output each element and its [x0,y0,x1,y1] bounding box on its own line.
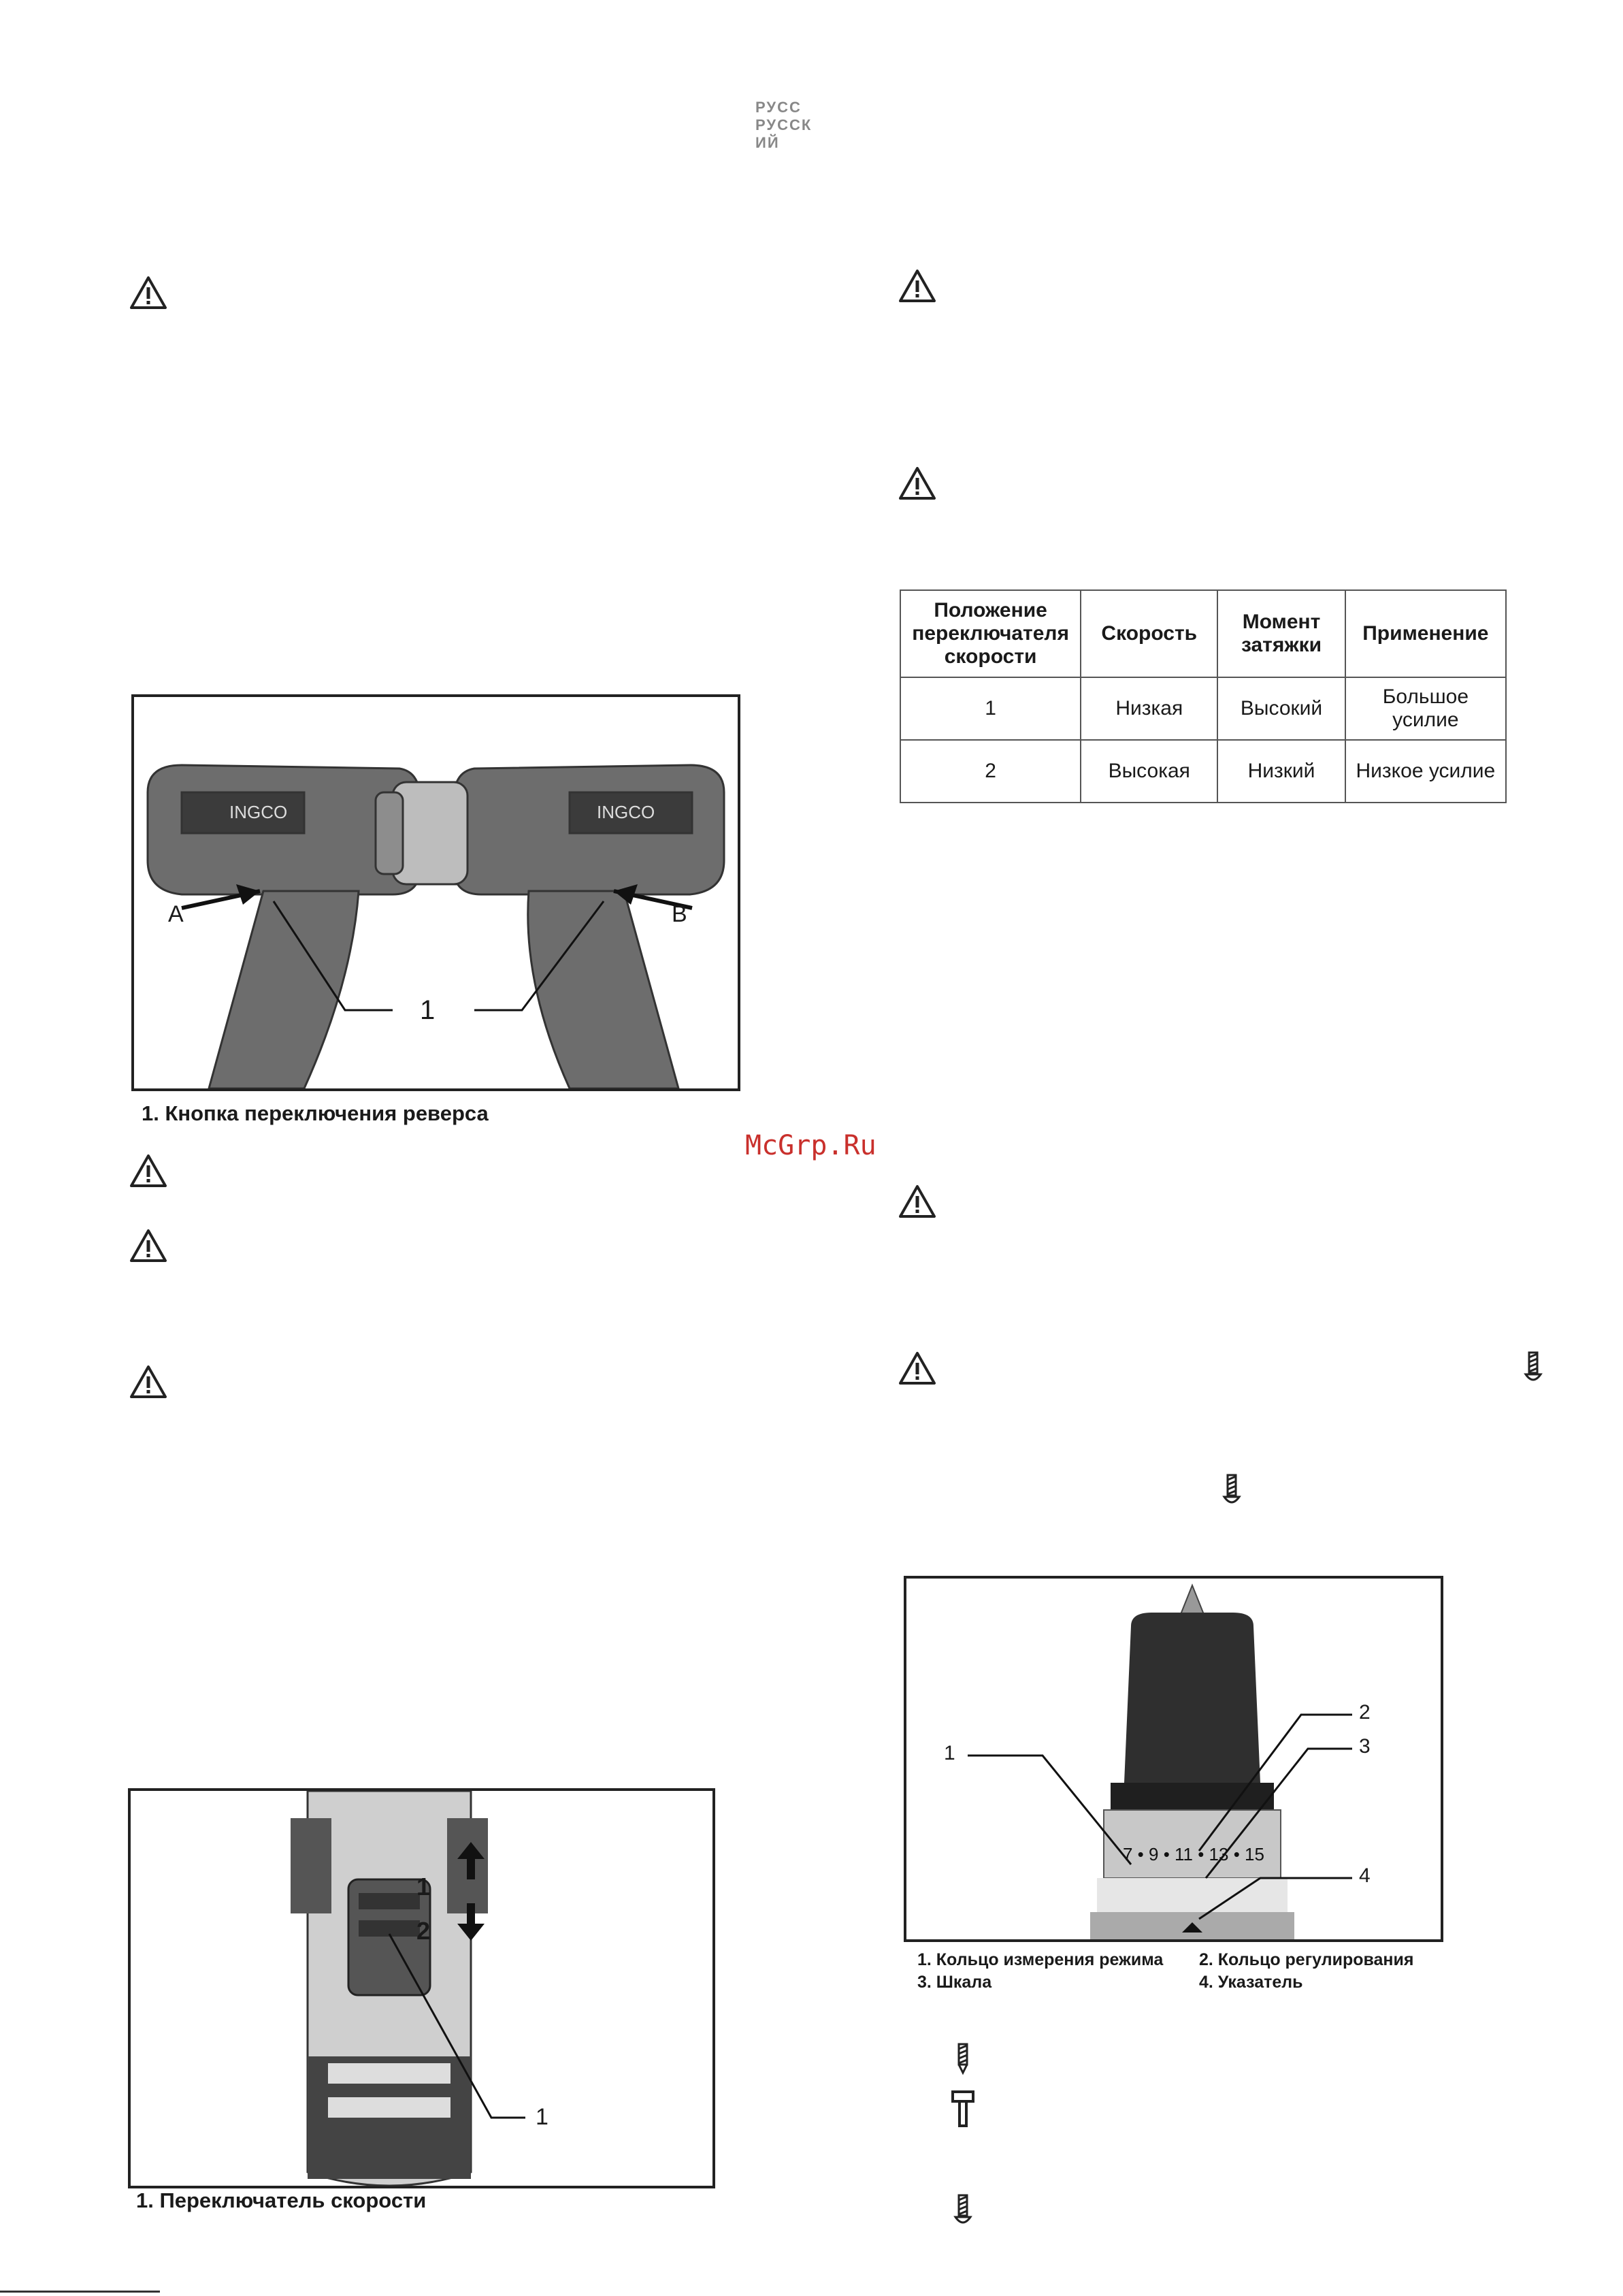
warning-icon [129,1365,167,1399]
torque-scale: 7 • 9 • 11 • 13 • 15 [1123,1844,1264,1864]
figure-torque-ring [904,1576,1443,1942]
table-cell: Высокая [1081,740,1217,803]
figure2-caption: 1. Переключатель скорости [136,2188,427,2212]
figure3-caption-2: 2. Кольцо регулирования [1199,1950,1414,1969]
logo-line-1: РУСС [755,99,802,116]
figure1-caption: 1. Кнопка переключения реверса [142,1101,489,1125]
warning-icon [898,269,936,303]
footer-rule [0,2291,160,2293]
logo-line-3: ИЙ [755,134,780,151]
brand-text-left: INGCO [229,802,288,822]
table-cell: Низкое усилие [1345,740,1506,803]
hammer-icon [951,2090,974,2128]
table-header: Положение переключателя скорости [900,590,1081,677]
figure-reverse-switch [131,694,740,1091]
warning-icon [898,1351,936,1385]
brand-text-right: INGCO [597,802,655,822]
screw-icon [953,2192,973,2230]
callout-2: 2 [1359,1701,1371,1724]
drill-bit-icon [953,2042,973,2075]
figure3-caption-1: 1. Кольцо измерения режима [917,1950,1164,1969]
warning-icon [898,466,936,500]
table-header: Скорость [1081,590,1217,677]
callout-3: 3 [1359,1735,1371,1758]
table-cell: 2 [900,740,1081,803]
callout-4: 4 [1359,1864,1371,1887]
table-cell: Большое усилие [1345,677,1506,740]
screw-icon [1523,1351,1543,1385]
figure3-caption-3: 3. Шкала [917,1973,992,1992]
figure3-caption-4: 4. Указатель [1199,1973,1303,1992]
table-cell: Низкая [1081,677,1217,740]
label-speed-2: 2 [416,1917,431,1945]
label-1: 1 [420,995,436,1025]
table-row [900,740,1506,803]
label-a: A [168,901,184,927]
warning-icon [129,1229,167,1263]
table-cell: 1 [900,677,1081,740]
warning-icon [129,1154,167,1188]
table-header: Момент затяжки [1217,590,1345,677]
logo-line-2: РУССК [755,116,813,133]
table-header: Применение [1345,590,1506,677]
drill-pair-illustration [134,697,738,1088]
header-logo [755,99,891,152]
watermark: McGrp.Ru [745,1130,876,1161]
table-header-row [900,590,1506,677]
label-speed-1: 1 [416,1873,431,1901]
table-cell: Низкий [1217,740,1345,803]
table-row [900,677,1506,740]
screw-icon [1222,1474,1242,1508]
label-b: B [672,901,687,927]
drill-top-illustration [131,1791,712,2186]
speed-table [900,589,1507,803]
warning-icon [129,276,167,310]
table-cell: Высокий [1217,677,1345,740]
label-callout-1: 1 [536,2104,548,2130]
warning-icon [898,1184,936,1218]
figure-speed-switch [128,1788,715,2188]
callout-1: 1 [944,1742,955,1764]
